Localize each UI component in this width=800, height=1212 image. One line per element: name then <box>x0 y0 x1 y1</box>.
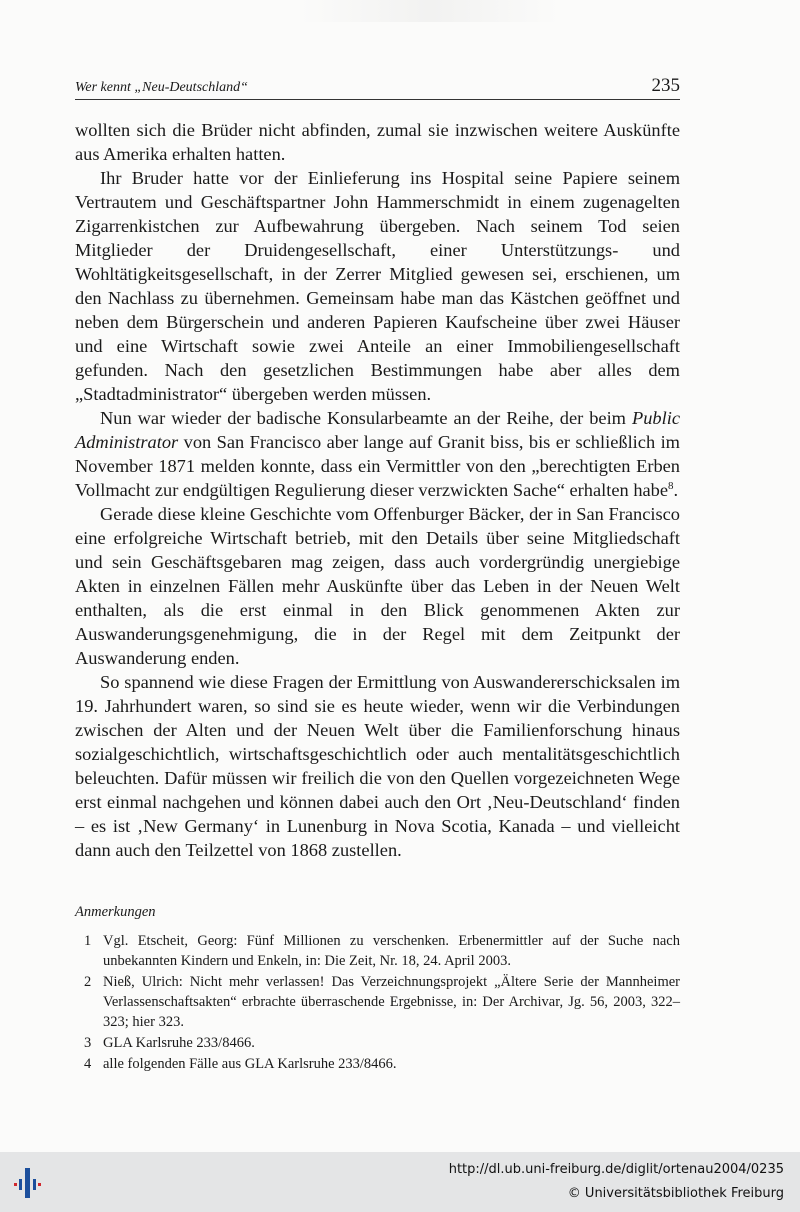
notes-list <box>75 932 680 1077</box>
document-url-link[interactable]: http://dl.ub.uni-freiburg.de/diglit/ortenau2004/0235 <box>448 1162 784 1177</box>
note-text: GLA Karlsruhe 233/8466. <box>103 1034 255 1051</box>
ub-freiburg-logo-icon[interactable] <box>10 1166 50 1198</box>
note-item <box>75 973 680 1032</box>
page-number: 235 <box>651 75 680 96</box>
body-text <box>75 118 680 862</box>
note-text: Nieß, Ulrich: Nicht mehr verlassen! Das Verzeichnungsprojekt „Ältere Serie der Mannheimer Verlassenschaftsakten“ erbrachte überraschende Ergebnisse, in: Der Archivar, Jg. 56, 2003, 322–323; hier 323. <box>103 974 680 1030</box>
note-item <box>75 932 680 972</box>
note-number: 3 <box>84 1034 92 1051</box>
note-number: 4 <box>84 1056 92 1073</box>
paragraph-1: wollten sich die Brüder nicht abfinden, zumal sie inzwischen weitere Auskünfte aus Amerika erhalten hatten. <box>75 120 680 164</box>
italic-term: Public Administrator <box>75 408 680 452</box>
paragraph-5: So spannend wie diese Fragen der Ermittlung von Auswandererschicksalen im 19. Jahrhundert waren, so sind sie es heute wieder, wenn wir die Verbindungen zwischen der Alten und der Neuen Welt über die Familienforschung hinaus sozialgeschichtlich, wirtschaftsgeschichtlich oder auch mentalitätsgeschichtlich beleuchten. Dafür müssen wir freilich die von den Quellen vorgezeichneten Wege erst einmal nachgehen und können dabei auch den Ort ‚Neu-Deutschland‘ finden – es ist ‚New Germany‘ in Lunenburg in Nova Scotia, Kanada – und vielleicht dann auch den Teilzettel von 1868 zustellen. <box>75 672 680 860</box>
notes-heading: Anmerkungen <box>75 904 156 920</box>
note-item <box>75 1055 680 1075</box>
paragraph-3 <box>75 406 680 502</box>
note-number: 1 <box>84 933 92 949</box>
scan-artifact <box>300 0 560 22</box>
note-text: Vgl. Etscheit, Georg: Fünf Millionen zu verschenken. Erbenermittler auf der Suche nach unbekannten Kindern und Enkeln, in: Die Zeit, Nr. 18, 24. April 2003. <box>103 933 680 969</box>
footnote-marker[interactable]: 8 <box>668 480 674 492</box>
note-text: alle folgenden Fälle aus GLA Karlsruhe 233/8466. <box>103 1056 397 1073</box>
paragraph-3-start: Nun war wieder der badische Konsularbeamte an der Reihe, der beim <box>100 408 626 428</box>
paragraph-4: Gerade diese kleine Geschichte vom Offenburger Bäcker, der in San Francisco eine erfolgreiche Wirtschaft betrieb, mit den Details über seine Mitgliedschaft und sein Geschäftsgebaren mag zeigen, dass auch vordergründig unergiebige Akten in einzelnen Fällen mehr Auskünfte über das Leben in der Neuen Welt enthalten, als die erst einmal in den Blick genommenen Akten zur Auswanderungsgenehmigung, die in der Regel mit dem Zeitpunkt der Auswanderung enden. <box>75 504 680 668</box>
paragraph-3-end: . <box>673 480 679 500</box>
paragraph-2: Ihr Bruder hatte vor der Einlieferung ins Hospital seine Papiere seinem Vertrautem und Geschäftspartner John Hammerschmidt in einem zugenagelten Zigarrenkistchen zur Aufbewahrung übergeben. Nach seinem Tod seien Mitglieder der Druidengesellschaft, einer Unterstützungs- und Wohltätigkeitsgesellschaft, in der Zerrer Mitglied gewesen sei, erschienen, um den Nachlass zu übernehmen. Gemeinsam habe man das Kästchen geöffnet und neben dem Bürgerschein und anderen Papieren Kaufscheine über zwei Häuser und eine Wirtschaft sowie zwei Anteile an einer Immobiliengesellschaft gefunden. Nach den gesetzlichen Bestimmungen habe aber alles dem „Stadtadministrator“ übergeben werden müssen. <box>75 168 680 404</box>
note-number: 2 <box>84 974 92 991</box>
viewer-footer <box>0 1152 800 1212</box>
copyright-text: © Universitätsbibliothek Freiburg <box>567 1186 784 1201</box>
paragraph-3-middle: von San Francisco aber lange auf Granit biss, bis er schließlich im November 1871 melden konnte, dass ein Vermittler von den „berechtigten Erben Vollmacht zur endgültigen Regulierung dieser verzwickten Sache“ erhalten habe <box>75 432 680 500</box>
note-item <box>75 1034 680 1054</box>
running-title: Wer kennt „Neu-Deutschland“ <box>75 80 248 95</box>
header-divider <box>75 99 680 100</box>
